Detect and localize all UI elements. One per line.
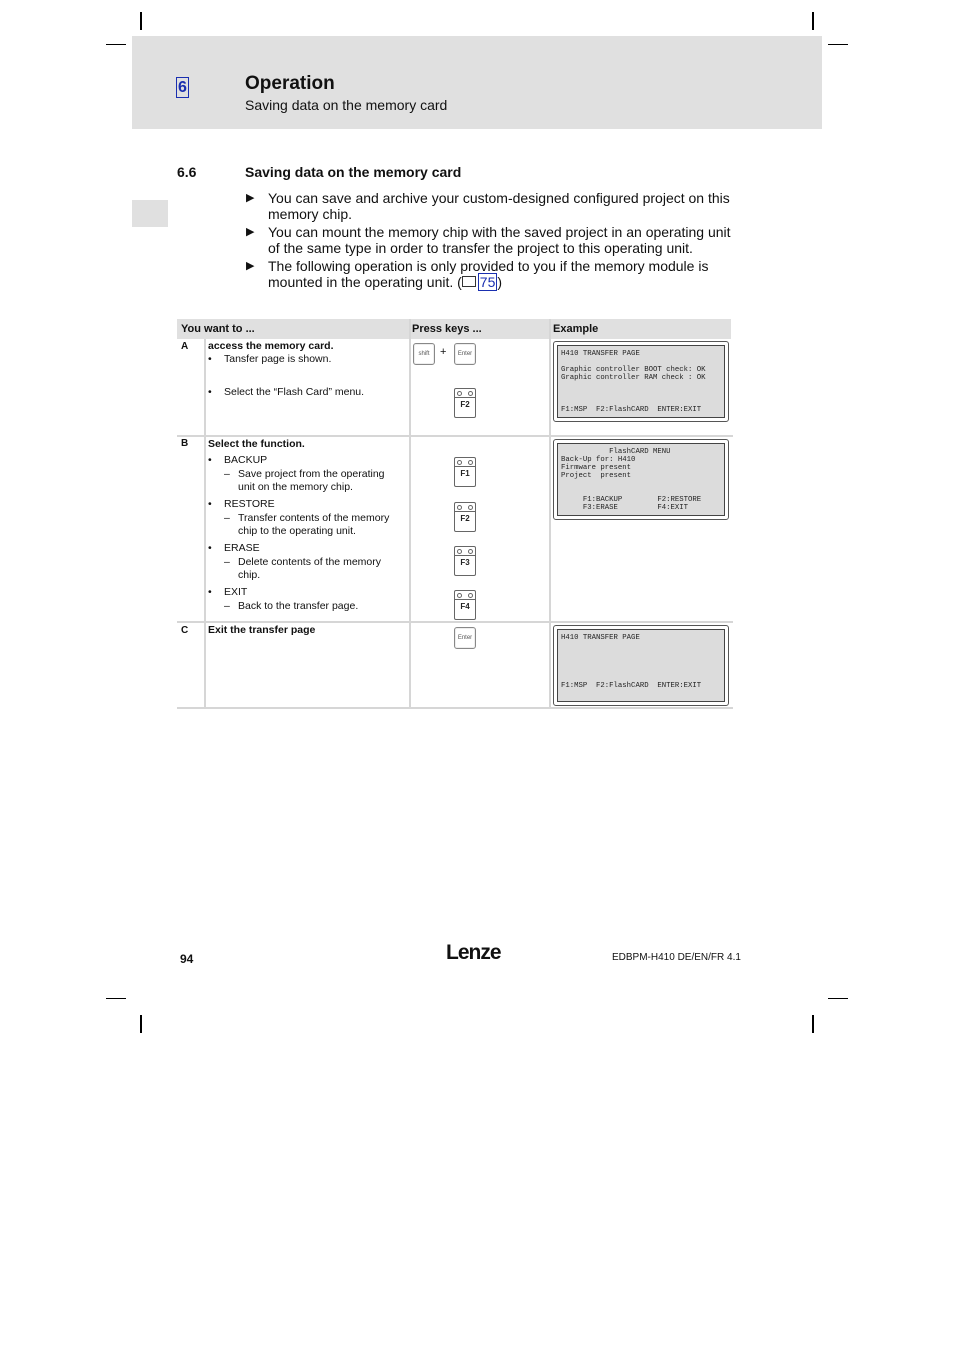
f4-key[interactable] bbox=[454, 590, 476, 620]
crop-mark bbox=[140, 1015, 142, 1033]
screen-text: FlashCARD MENU Back-Up for: H410 Firmware present Project present F1:BACKUP F2:RESTORE F3:ERASE F4:EXIT bbox=[557, 443, 725, 516]
section-title: Saving data on the memory card bbox=[245, 164, 462, 180]
document-id: EDBPM-H410 DE/EN/FR 4.1 bbox=[612, 952, 741, 963]
row-c-description bbox=[208, 624, 404, 637]
f1-key[interactable] bbox=[454, 457, 476, 487]
section-number: 6.6 bbox=[177, 164, 197, 180]
plus-sign: + bbox=[440, 346, 447, 358]
row-label: A bbox=[181, 341, 189, 352]
chapter-header bbox=[132, 36, 822, 129]
column-header-want: You want to ... bbox=[181, 323, 255, 335]
crop-mark bbox=[812, 12, 814, 30]
chapter-title: Operation bbox=[245, 73, 335, 94]
key-indicator-icon bbox=[455, 458, 475, 467]
lenze-logo: Lenze bbox=[446, 941, 501, 964]
arrow-icon: ▶ bbox=[246, 260, 255, 272]
row-heading: access the memory card. bbox=[208, 340, 334, 352]
chapter-subtitle: Saving data on the memory card bbox=[245, 97, 448, 113]
page-reference-link[interactable]: 75 bbox=[479, 274, 496, 290]
row-b-description bbox=[208, 438, 404, 613]
key-label: F4 bbox=[460, 602, 470, 611]
key-indicator-icon bbox=[455, 547, 475, 556]
shift-key[interactable]: shift bbox=[413, 343, 435, 365]
column-header-keys: Press keys ... bbox=[412, 323, 482, 335]
key-indicator-icon bbox=[455, 591, 475, 600]
f2-key[interactable] bbox=[454, 502, 476, 532]
table-header bbox=[177, 319, 731, 339]
key-indicator-icon bbox=[455, 389, 475, 398]
list-item: • Select the “Flash Card” menu. bbox=[208, 386, 404, 399]
f2-key[interactable] bbox=[454, 388, 476, 418]
crop-mark bbox=[812, 1015, 814, 1033]
chapter-number-link[interactable]: 6 bbox=[176, 77, 189, 98]
column-header-example: Example bbox=[553, 323, 599, 335]
display-screen bbox=[553, 341, 729, 422]
table-divider bbox=[409, 319, 411, 709]
function-name: • ERASE bbox=[208, 542, 404, 555]
crop-mark bbox=[140, 12, 142, 30]
function-name: • EXIT bbox=[208, 586, 404, 599]
side-tab bbox=[132, 200, 168, 227]
enter-key[interactable]: Enter bbox=[454, 343, 476, 365]
function-description: – Transfer contents of the memory chip to the operating unit. bbox=[208, 512, 404, 538]
crop-mark bbox=[828, 998, 848, 999]
key-label: F1 bbox=[460, 469, 470, 478]
key-label: F2 bbox=[460, 400, 470, 409]
key-indicator-icon bbox=[455, 503, 475, 512]
screen-text: H410 TRANSFER PAGE Graphic controller BOOT check: OK Graphic controller RAM check : OK F1:MSP F2:FlashCARD ENTER:EXIT bbox=[557, 345, 725, 418]
screen-text: H410 TRANSFER PAGE F1:MSP F2:FlashCARD ENTER:EXIT bbox=[557, 629, 725, 702]
row-a-description bbox=[208, 340, 404, 399]
display-screen bbox=[553, 439, 729, 520]
row-heading: Exit the transfer page bbox=[208, 624, 316, 636]
row-heading: Select the function. bbox=[208, 438, 305, 450]
function-name: • BACKUP bbox=[208, 454, 404, 467]
key-label: F2 bbox=[460, 514, 470, 523]
display-screen bbox=[553, 625, 729, 706]
enter-key[interactable]: Enter bbox=[454, 627, 476, 649]
table-divider bbox=[177, 435, 733, 437]
table-divider bbox=[204, 339, 206, 709]
arrow-icon: ▶ bbox=[246, 192, 255, 204]
f3-key[interactable] bbox=[454, 546, 476, 576]
page-number: 94 bbox=[180, 952, 194, 966]
function-name: • RESTORE bbox=[208, 498, 404, 511]
crop-mark bbox=[106, 998, 126, 999]
list-item: • Tansfer page is shown. bbox=[208, 353, 404, 366]
bullet-text: You can save and archive your custom-designed configured project on this memory chip. bbox=[268, 190, 730, 222]
function-description: – Back to the transfer page. bbox=[208, 600, 404, 613]
book-icon bbox=[462, 276, 476, 287]
key-label: F3 bbox=[460, 558, 470, 567]
bullet-list bbox=[245, 190, 735, 292]
bullet-item bbox=[245, 190, 735, 222]
bullet-item bbox=[245, 258, 735, 290]
bullet-text: You can mount the memory chip with the saved project in an operating unit of the same type in order to transfer the project to this operating unit. bbox=[268, 224, 731, 256]
function-description: – Save project from the operating unit on the memory chip. bbox=[208, 468, 404, 494]
bullet-text: The following operation is only provided to you if the memory module is mounted in the operating unit. ( bbox=[268, 258, 709, 290]
table-divider bbox=[177, 707, 733, 709]
crop-mark bbox=[828, 44, 848, 45]
table-divider bbox=[177, 621, 733, 623]
crop-mark bbox=[106, 44, 126, 45]
arrow-icon: ▶ bbox=[246, 226, 255, 238]
function-description: – Delete contents of the memory chip. bbox=[208, 556, 404, 582]
row-label: B bbox=[181, 438, 189, 449]
row-label: C bbox=[181, 625, 189, 636]
bullet-tail: ) bbox=[497, 274, 503, 290]
bullet-item bbox=[245, 224, 735, 256]
table-divider bbox=[549, 319, 551, 709]
